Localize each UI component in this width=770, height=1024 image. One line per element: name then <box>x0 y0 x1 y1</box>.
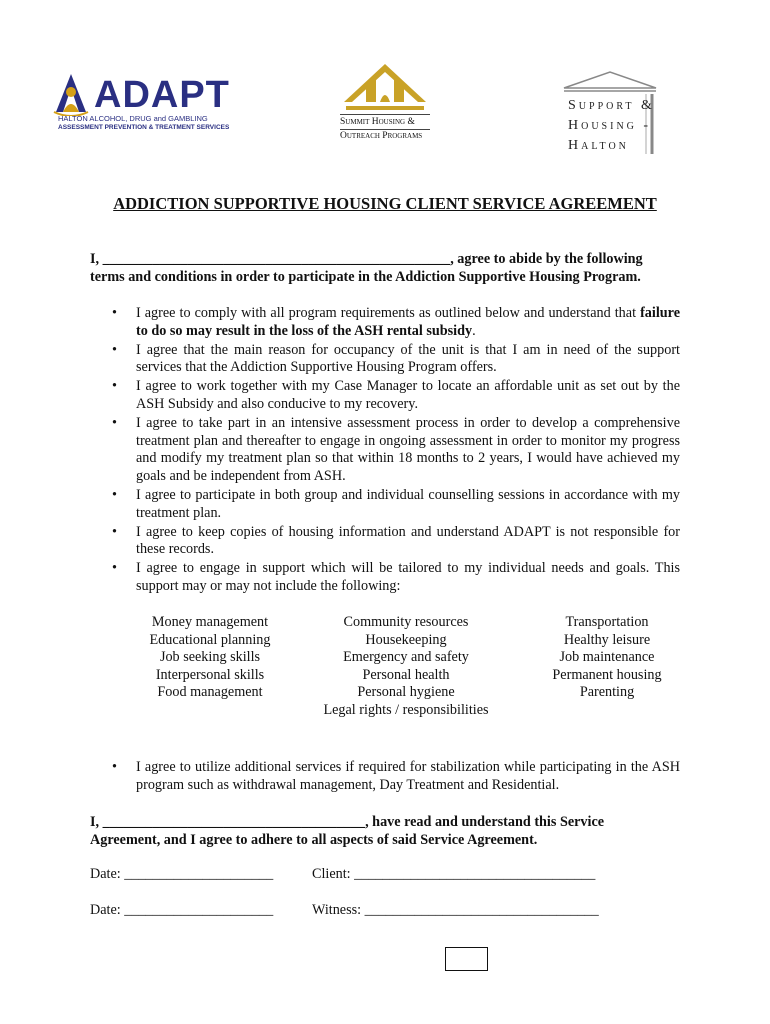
bullet-text: I agree to work together with my Case Manager to locate an affordable unit as set out by the ASH Subsidy and also conducive to my recovery. <box>136 378 680 412</box>
bullet-icon: • <box>112 486 117 503</box>
support-item: Housekeeping <box>365 631 447 648</box>
witness-signature-field[interactable]: Witness: _________________________________ <box>312 902 599 918</box>
adapt-logo <box>50 70 230 140</box>
document-title: ADDICTION SUPPORTIVE HOUSING CLIENT SERVICE AGREEMENT <box>113 194 657 213</box>
support-item: Healthy leisure <box>563 631 651 648</box>
halton-logo <box>560 70 660 158</box>
halton-line-1: Support & <box>568 98 655 113</box>
bullet-text: I agree to engage in support which will be tailored to my individual needs and goals. This support may or may not include the following: <box>136 560 680 594</box>
support-item: Emergency and safety <box>343 649 469 666</box>
support-item: Legal rights / responsibilities <box>323 701 489 718</box>
summit-divider <box>340 114 430 115</box>
adapt-figure-icon <box>50 72 92 116</box>
support-item: Transportation <box>565 614 649 630</box>
client-signature-field[interactable]: Client: __________________________________ <box>312 866 596 882</box>
agreement-bullet-list <box>90 305 680 597</box>
support-column-1 <box>130 614 290 702</box>
bullet-text: I agree that the main reason for occupancy of the unit is that I am in need of the support services that the Addiction Supportive Housing Program offers. <box>136 341 680 376</box>
summit-title-1: Summit Housing & <box>340 117 415 127</box>
bullet-item <box>90 415 680 485</box>
bullet-item <box>90 759 680 794</box>
bullet-item <box>90 524 680 559</box>
bullet-icon: • <box>112 305 117 321</box>
summit-logo <box>330 62 440 148</box>
halton-line-3: Halton <box>568 138 629 153</box>
bullet-bold-text: failure to do so may result in the loss of the ASH rental subsidy <box>136 305 680 339</box>
support-item: Educational planning <box>149 631 271 648</box>
date-field-1[interactable]: Date: _____________________ <box>90 866 274 882</box>
bullet-icon: • <box>112 415 117 432</box>
bullet-text: I agree to keep copies of housing information and understand ADAPT is not responsible for these records. <box>136 523 680 558</box>
additional-services-list <box>90 759 680 796</box>
support-column-2 <box>306 614 506 720</box>
acknowledgement-line-1: I, _____________________________________, have read and understand this Service <box>90 814 605 830</box>
support-item: Parenting <box>579 684 635 701</box>
summit-house-icon <box>342 62 428 114</box>
bullet-text: I agree to take part in an intensive assessment process in order to develop a comprehensive treatment plan and thereafter to engage in ongoing assessment in order to monitor my progress and modify my treatment plan so that within 18 months to 2 years, I would have achieved my goals and be independent from ASH. <box>136 415 680 484</box>
summit-divider <box>340 129 430 130</box>
support-item: Personal health <box>362 666 450 683</box>
date-field-2[interactable]: Date: _____________________ <box>90 902 274 918</box>
bullet-item <box>90 378 680 413</box>
bullet-text: I agree to utilize additional services if required for stabilization while participating in the ASH program such as withdrawal management, Day Treatment and Residential. <box>136 759 680 793</box>
intro-line-1: I, _________________________________________________, agree to abide by the following <box>90 251 643 267</box>
acknowledgement-line-2: Agreement, and I agree to adhere to all aspects of said Service Agreement. <box>90 831 538 848</box>
bullet-item <box>90 305 680 340</box>
bullet-icon: • <box>112 759 117 775</box>
halton-line-2: Housing - <box>568 118 652 133</box>
support-column-3 <box>532 614 682 702</box>
intro-line-2: terms and conditions in order to participate in the Addiction Supportive Housing Program. <box>90 268 641 285</box>
support-item: Job maintenance <box>559 649 655 666</box>
support-item: Community resources <box>343 614 469 630</box>
support-item: Food management <box>157 684 263 701</box>
adapt-wordmark: ADAPT <box>94 74 230 116</box>
bullet-text: I agree to participate in both group and individual counselling sessions in accordance with my treatment plan. <box>136 486 680 521</box>
support-item: Personal hygiene <box>357 684 455 701</box>
intro-paragraph <box>90 251 680 286</box>
bullet-icon: • <box>112 341 117 358</box>
support-item: Interpersonal skills <box>155 666 265 683</box>
bullet-icon: • <box>112 560 117 577</box>
adapt-tagline-2: ASSESSMENT PREVENTION & TREATMENT SERVICES <box>58 124 230 131</box>
bullet-suffix: . <box>472 322 476 339</box>
summit-title-2: Outreach Programs <box>340 131 423 141</box>
bullet-item <box>90 342 680 377</box>
bullet-icon: • <box>112 378 117 395</box>
support-item: Permanent housing <box>552 666 662 683</box>
bullet-item <box>90 487 680 522</box>
support-item: Money management <box>151 614 269 630</box>
bullet-text: I agree to comply with all program requirements as outlined below and understand that <box>136 305 641 321</box>
support-item: Job seeking skills <box>159 649 261 666</box>
page-number-box <box>445 947 488 971</box>
acknowledgement-paragraph <box>90 814 680 849</box>
adapt-tagline-1: HALTON ALCOHOL, DRUG and GAMBLING <box>58 114 208 123</box>
bullet-icon: • <box>112 523 117 540</box>
bullet-item <box>90 560 680 595</box>
